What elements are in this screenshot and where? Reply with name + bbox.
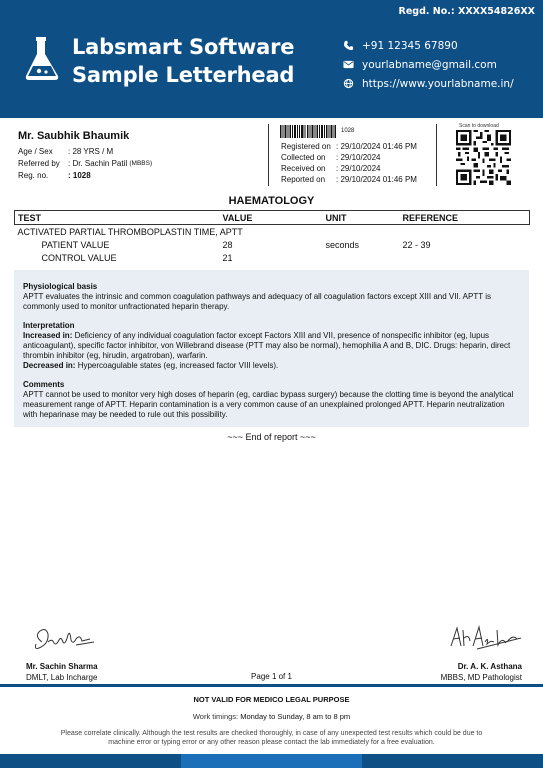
age-sex-label: Age / Sex xyxy=(18,146,53,156)
footer-bar-accent xyxy=(181,754,362,768)
increased-in-text: Increased in: Deficiency of any individual coagulation factor except Factors XIII and VII, presence of nonspecific inhibitor (eg, lupus anticoagulant), specific factor inhibitor, von Willebrand disease (PTT may also be normal), hemophilia A and B, DIC. Drugs: heparin, direct thrombin inhibitor (eg, hirudin, argatroban), warfarin. xyxy=(23,331,511,360)
collected-label: Collected on xyxy=(281,153,326,162)
collected-value: : 29/10/2024 xyxy=(336,153,381,162)
referred-by-value: : Dr. Sachin Patil xyxy=(68,158,128,168)
test-value: 28 xyxy=(222,239,233,250)
reg-no-label: Reg. no. xyxy=(18,170,49,180)
divider xyxy=(436,124,437,186)
test-name: PATIENT VALUE xyxy=(41,239,110,250)
page-number: Page 1 of 1 xyxy=(251,672,292,681)
table-group-row xyxy=(15,225,530,239)
test-value: 21 xyxy=(222,252,233,263)
table-row xyxy=(15,251,530,264)
barcode-number: 1028 xyxy=(341,128,355,134)
referrer-degree: (MBBS) xyxy=(129,159,153,167)
interpretation-panel xyxy=(14,270,529,427)
work-timings: Work timings: Monday to Sunday, 8 am to 8 pm xyxy=(192,712,351,721)
reported-label: Reported on xyxy=(281,175,326,184)
end-of-report: ~~~ End of report ~~~ xyxy=(227,432,316,442)
test-unit xyxy=(323,251,400,264)
physiological-basis-heading: Physiological basis xyxy=(23,282,98,291)
not-valid-notice: NOT VALID FOR MEDICO LEGAL PURPOSE xyxy=(193,695,350,704)
comments-heading: Comments xyxy=(23,380,65,389)
section-title: HAEMATOLOGY xyxy=(228,195,315,207)
right-signature xyxy=(447,622,527,656)
right-signatory-name: Dr. A. K. Asthana xyxy=(457,662,522,671)
test-reference xyxy=(400,251,530,264)
globe-icon xyxy=(343,78,354,89)
test-name: CONTROL VALUE xyxy=(41,252,117,263)
test-unit: seconds xyxy=(325,239,360,250)
patient-details xyxy=(18,130,152,181)
reg-no-value: : 1028 xyxy=(68,170,91,180)
column-header-reference: REFERENCE xyxy=(400,211,530,225)
column-header-unit: UNIT xyxy=(323,211,400,225)
phone-icon xyxy=(343,40,354,51)
mail-icon xyxy=(343,59,354,70)
divider xyxy=(268,124,269,186)
patient-name: Mr. Saubhik Bhaumik xyxy=(18,130,130,142)
left-signature xyxy=(30,622,100,656)
qr-caption: Scan to download xyxy=(459,123,499,129)
registration-number: Regd. No.: XXXX54826XX xyxy=(398,6,535,17)
test-reference: 22 - 39 xyxy=(402,239,431,250)
contact-block xyxy=(343,36,514,93)
footer-divider xyxy=(0,684,543,687)
interpretation-heading: Interpretation xyxy=(23,321,75,330)
disclaimer-text: Please correlate clinically. Although the test results are checked thoroughly, in case of any unexpected test results which could be due to machine error or typing error or any other reason please contact the lab immediately for a free evaluation. xyxy=(60,730,483,746)
right-signatory-title: MBBS, MD Pathologist xyxy=(440,673,522,682)
received-value: : 29/10/2024 xyxy=(336,164,381,173)
barcode-image xyxy=(280,125,336,138)
column-header-value: VALUE xyxy=(220,211,323,225)
left-signatory-title: DMLT, Lab Incharge xyxy=(26,673,98,682)
received-label: Received on xyxy=(281,164,326,173)
comments-text: APTT cannot be used to monitor very high doses of heparin (eg, cardiac bypass surgery) because the clotting time is beyond the analytical measurement range of APTT. Heparin contamination is a very common cause of an unexplained prolonged APTT. Heparin neutralization with heparinase may be needed to rule out this possibility. xyxy=(23,390,514,419)
registered-value: : 29/10/2024 01:46 PM xyxy=(336,142,417,151)
column-header-test: TEST xyxy=(15,211,220,225)
lab-brand-name: Labsmart Software Sample Letterhead xyxy=(72,35,295,87)
referred-by-label: Referred by xyxy=(18,158,60,168)
qr-code-icon[interactable] xyxy=(456,130,511,185)
contact-phone: +91 12345 67890 xyxy=(343,36,514,55)
flask-logo-icon xyxy=(22,36,62,82)
right-signatory xyxy=(441,661,522,683)
contact-website: https://www.yourlabname.in/ xyxy=(343,74,514,93)
test-group-name: ACTIVATED PARTIAL THROMBOPLASTIN TIME, APTT xyxy=(17,226,243,237)
physiological-basis-text: APTT evaluates the intrinsic and common coagulation pathways and adequacy of all coagulation factors except XIII and VII. APTT is commonly used to monitor unfractionated heparin therapy. xyxy=(23,292,491,311)
letterhead-header xyxy=(0,0,543,118)
contact-email: yourlabname@gmail.com xyxy=(343,55,514,74)
reported-value: : 29/10/2024 01:46 PM xyxy=(336,175,417,184)
registered-label: Registered on xyxy=(281,142,331,151)
left-signatory-name: Mr. Sachin Sharma xyxy=(26,662,98,671)
age-sex-value: : 28 YRS / M xyxy=(68,146,114,156)
table-row xyxy=(15,238,530,251)
decreased-in-text: Decreased in: Hypercoagulable states (eg, increased factor VIII levels). xyxy=(23,361,279,370)
table-header-row xyxy=(15,211,530,225)
results-table xyxy=(14,210,530,264)
report-dates xyxy=(281,141,417,185)
